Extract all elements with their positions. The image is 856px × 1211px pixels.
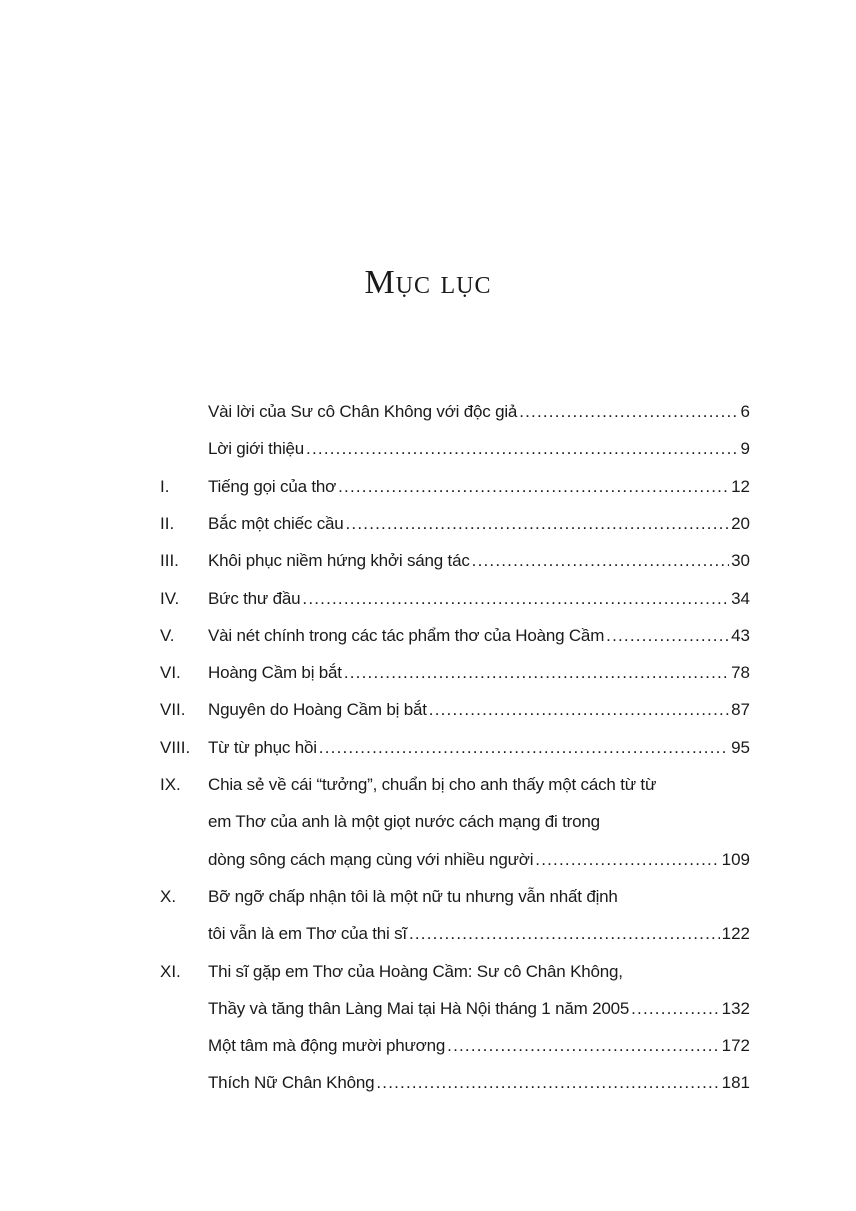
toc-entry-page: 30: [731, 551, 750, 571]
toc-leader-dots: [346, 512, 730, 536]
toc-entry-number: I.: [160, 476, 170, 496]
toc-entry: [160, 736, 750, 760]
toc-entry-page: 12: [731, 476, 750, 496]
toc-entry: [160, 624, 750, 648]
toc-leader-dots: [519, 400, 738, 424]
toc-entry-title: Thầy và tăng thân Làng Mai tại Hà Nội tháng 1 năm 2005: [208, 998, 630, 1018]
toc-entry-page: 43: [731, 625, 750, 645]
toc-entry: [160, 810, 750, 834]
toc-entry-page: 20: [731, 513, 750, 533]
toc-entry: [160, 661, 750, 685]
toc-entry-title: Tiếng gọi của thơ: [208, 476, 337, 496]
toc-entry-title: Khôi phục niềm hứng khởi sáng tác: [208, 551, 470, 571]
toc-entry-title: em Thơ của anh là một giọt nước cách mạng đi trong: [208, 812, 600, 832]
toc-entry: [160, 1034, 750, 1058]
toc-entry-page: 34: [731, 588, 750, 608]
toc-entry-title: Từ từ phục hồi: [208, 737, 317, 757]
toc-entry-number: II.: [160, 513, 175, 533]
toc-entry-page: 132: [721, 998, 750, 1018]
toc-entry-number: XI.: [160, 961, 181, 981]
toc-entry: [160, 587, 750, 611]
toc-entry: [160, 997, 750, 1021]
toc-entry-number: VII.: [160, 700, 186, 720]
toc-entry-number: IV.: [160, 588, 180, 608]
toc-entry-title: Vài lời của Sư cô Chân Không với độc giả: [208, 402, 518, 421]
toc-leader-dots: [319, 736, 729, 760]
toc-entry-title: Thích Nữ Chân Không: [208, 1073, 375, 1093]
toc-entry-page: 6: [740, 402, 750, 421]
page-title: Mục lục: [364, 264, 492, 301]
toc-entry-title: Nguyên do Hoàng Cầm bị bắt: [208, 700, 427, 720]
toc-entry-number: IX.: [160, 775, 181, 794]
toc-entry-title: dòng sông cách mạng cùng với nhiều người: [208, 849, 534, 869]
toc-entry: [160, 437, 750, 461]
toc-entry: [160, 885, 750, 909]
toc-entry-page: 87: [731, 700, 750, 720]
toc-leader-dots: [429, 698, 729, 722]
toc-entry-title: Lời giới thiệu: [208, 439, 305, 459]
toc-leader-dots: [447, 1034, 719, 1058]
toc-leader-dots: [376, 1071, 719, 1095]
toc-entry-number: III.: [160, 551, 179, 571]
toc-entry-number: VI.: [160, 663, 181, 683]
toc-entry-title: Bỡ ngỡ chấp nhận tôi là một nữ tu nhưng vẫn nhất định: [208, 886, 618, 906]
toc-entry-title: Chia sẻ về cái “tưởng”, chuẩn bị cho anh thấy một cách từ từ: [208, 775, 657, 794]
toc-entry: [160, 1071, 750, 1095]
toc-entry-title: tôi vẫn là em Thơ của thi sĩ: [208, 924, 407, 944]
toc-entry-page: 172: [721, 1036, 750, 1056]
toc-entry-number: V.: [160, 625, 175, 645]
toc-entry: [160, 549, 750, 573]
toc-entry-title: Bắc một chiếc cầu: [208, 513, 344, 533]
toc-leader-dots: [535, 848, 719, 872]
toc-entry: [160, 773, 750, 797]
toc-entry: [160, 848, 750, 872]
toc-leader-dots: [302, 587, 729, 611]
toc-entry: [160, 960, 750, 984]
toc-entry-title: Bức thư đầu: [208, 588, 301, 608]
toc-entry-page: 9: [740, 439, 750, 459]
toc-leader-dots: [409, 922, 720, 946]
toc-entry-title: Vài nét chính trong các tác phẩm thơ của Hoàng Cầm: [208, 625, 605, 645]
toc-entry-page: 181: [721, 1073, 750, 1093]
toc-entry-page: 78: [731, 663, 750, 683]
toc-entry-page: 95: [731, 737, 750, 757]
toc-entry-page: 122: [721, 924, 750, 944]
toc-entry: [160, 475, 750, 499]
toc-entry-title: Thi sĩ gặp em Thơ của Hoàng Cầm: Sư cô Chân Không,: [208, 961, 623, 981]
toc-entry: [160, 512, 750, 536]
toc-leader-dots: [606, 624, 729, 648]
toc-leader-dots: [344, 661, 729, 685]
toc-leader-dots: [338, 475, 729, 499]
toc-leader-dots: [631, 997, 720, 1021]
toc-entry: [160, 922, 750, 946]
toc-leader-dots: [472, 549, 729, 573]
toc-leader-dots: [306, 437, 738, 461]
toc-entry-title: Một tâm mà động mười phương: [208, 1036, 446, 1056]
toc-entry-title: Hoàng Cầm bị bắt: [208, 663, 342, 683]
toc-entry: [160, 698, 750, 722]
toc-entry-number: VIII.: [160, 737, 191, 757]
toc-entry-page: 109: [721, 849, 750, 869]
toc-entry-number: X.: [160, 886, 177, 906]
toc-entry: [160, 400, 750, 424]
